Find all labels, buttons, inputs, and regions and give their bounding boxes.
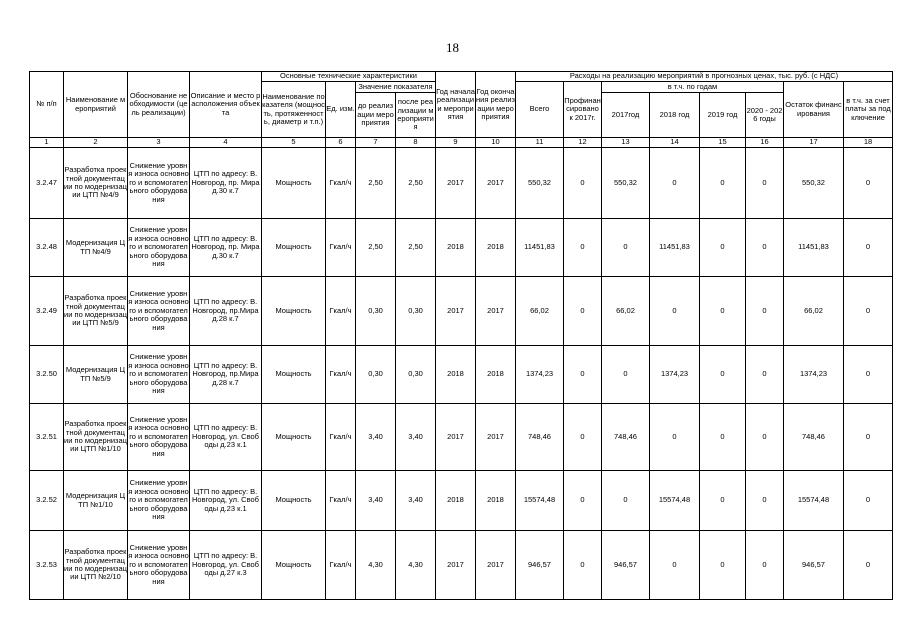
cell-y2020: 0 (746, 346, 784, 404)
investment-table (29, 71, 893, 600)
cell-y2018: 11451,83 (650, 219, 700, 277)
col-number: 14 (650, 138, 700, 148)
cell-before: 3,40 (356, 471, 396, 531)
cell-before: 3,40 (356, 404, 396, 471)
table-row (30, 471, 893, 531)
cell-connect: 0 (844, 277, 893, 346)
cell-end: 2017 (476, 277, 516, 346)
col-number: 15 (700, 138, 746, 148)
cell-y2019: 0 (700, 346, 746, 404)
cell-indicator: Мощность (262, 404, 326, 471)
header-y2018: 2018 год (650, 93, 700, 138)
cell-financed: 0 (564, 404, 602, 471)
header-unit: Ед. изм. (326, 82, 356, 138)
cell-y2019: 0 (700, 471, 746, 531)
cell-location: ЦТП по адресу: В. Новгород, ул. Свободы д.27 к.3 (190, 531, 262, 600)
cell-unit: Гкал/ч (326, 148, 356, 219)
col-number: 4 (190, 138, 262, 148)
col-number: 18 (844, 138, 893, 148)
cell-after: 0,30 (396, 277, 436, 346)
col-number: 8 (396, 138, 436, 148)
table-row (30, 404, 893, 471)
cell-remain: 15574,48 (784, 471, 844, 531)
page-number: 18 (446, 40, 459, 55)
cell-end: 2017 (476, 531, 516, 600)
cell-y2017: 748,46 (602, 404, 650, 471)
cell-start: 2017 (436, 404, 476, 471)
cell-end: 2017 (476, 404, 516, 471)
cell-before: 4,30 (356, 531, 396, 600)
cell-name: Разработка проектной документации по модернизации ЦТП №1/10 (64, 404, 128, 471)
cell-name: Разработка проектной документации по модернизации ЦТП №4/9 (64, 148, 128, 219)
table-row (30, 219, 893, 277)
cell-indicator: Мощность (262, 346, 326, 404)
cell-y2019: 0 (700, 148, 746, 219)
cell-location: ЦТП по адресу: В. Новгород, пр.Мира д.28 к.7 (190, 277, 262, 346)
col-number: 12 (564, 138, 602, 148)
cell-location: ЦТП по адресу: В. Новгород, ул. Свободы д.23 к.1 (190, 471, 262, 531)
cell-num: 3.2.48 (30, 219, 64, 277)
cell-reason: Снижение уровня износа основного и вспомогательного оборудования (128, 346, 190, 404)
cell-end: 2018 (476, 346, 516, 404)
cell-after: 0,30 (396, 346, 436, 404)
cell-unit: Гкал/ч (326, 531, 356, 600)
cell-before: 0,30 (356, 277, 396, 346)
cell-unit: Гкал/ч (326, 404, 356, 471)
col-number: 6 (326, 138, 356, 148)
header-financed: Профинансировано к 2017г. (564, 82, 602, 138)
header-y2019: 2019 год (700, 93, 746, 138)
header-y2020-2026: 2020 - 2026 годы (746, 93, 784, 138)
cell-total: 1374,23 (516, 346, 564, 404)
cell-num: 3.2.49 (30, 277, 64, 346)
cell-financed: 0 (564, 277, 602, 346)
cell-total: 66,02 (516, 277, 564, 346)
header-remain: Остаток финансирования (784, 82, 844, 138)
col-number: 2 (64, 138, 128, 148)
table-row (30, 531, 893, 600)
cell-y2018: 15574,48 (650, 471, 700, 531)
header-num: № п/п (30, 72, 64, 138)
cell-y2017: 66,02 (602, 277, 650, 346)
cell-remain: 1374,23 (784, 346, 844, 404)
cell-remain: 11451,83 (784, 219, 844, 277)
cell-start: 2018 (436, 219, 476, 277)
cell-y2018: 0 (650, 148, 700, 219)
col-number: 16 (746, 138, 784, 148)
cell-start: 2018 (436, 346, 476, 404)
col-number: 17 (784, 138, 844, 148)
header-start-year: Год начала реализации мероприятия (436, 72, 476, 138)
col-number: 3 (128, 138, 190, 148)
cell-y2018: 0 (650, 277, 700, 346)
header-before: до реализации мероприятия (356, 93, 396, 138)
col-number: 13 (602, 138, 650, 148)
cell-y2018: 0 (650, 404, 700, 471)
table-row (30, 277, 893, 346)
cell-num: 3.2.52 (30, 471, 64, 531)
cell-connect: 0 (844, 531, 893, 600)
cell-y2020: 0 (746, 219, 784, 277)
cell-unit: Гкал/ч (326, 219, 356, 277)
cell-financed: 0 (564, 219, 602, 277)
cell-y2020: 0 (746, 404, 784, 471)
cell-remain: 66,02 (784, 277, 844, 346)
cell-y2017: 946,57 (602, 531, 650, 600)
header-name: Наименование мероприятий (64, 72, 128, 138)
cell-y2020: 0 (746, 148, 784, 219)
cell-total: 946,57 (516, 531, 564, 600)
cell-unit: Гкал/ч (326, 471, 356, 531)
cell-indicator: Мощность (262, 219, 326, 277)
col-number: 5 (262, 138, 326, 148)
table-body (30, 148, 893, 600)
cell-after: 2,50 (396, 148, 436, 219)
header-y2017: 2017год (602, 93, 650, 138)
cell-financed: 0 (564, 346, 602, 404)
cell-num: 3.2.53 (30, 531, 64, 600)
header-indicator: Наименование показателя (мощность, протяженность, диаметр и т.п.) (262, 82, 326, 138)
cell-start: 2017 (436, 148, 476, 219)
col-number: 1 (30, 138, 64, 148)
cell-reason: Снижение уровня износа основного и вспомогательного оборудования (128, 148, 190, 219)
cell-connect: 0 (844, 219, 893, 277)
cell-start: 2018 (436, 471, 476, 531)
cell-reason: Снижение уровня износа основного и вспомогательного оборудования (128, 404, 190, 471)
cell-start: 2017 (436, 531, 476, 600)
cell-total: 11451,83 (516, 219, 564, 277)
cell-y2020: 0 (746, 471, 784, 531)
header-end-year: Год окончания реализации мероприятия (476, 72, 516, 138)
header-location: Описание и место расположения объекта (190, 72, 262, 138)
cell-y2018: 0 (650, 531, 700, 600)
cell-end: 2018 (476, 219, 516, 277)
cell-y2020: 0 (746, 277, 784, 346)
header-total: Всего (516, 82, 564, 138)
header-years-group: в т.ч. по годам (602, 82, 784, 93)
table-header (30, 72, 893, 148)
header-tech-group: Основные технические характеристики (262, 72, 436, 82)
col-number: 10 (476, 138, 516, 148)
cell-financed: 0 (564, 531, 602, 600)
header-after: после реализации мероприятия (396, 93, 436, 138)
cell-connect: 0 (844, 471, 893, 531)
cell-location: ЦТП по адресу: В. Новгород, ул. Свободы д.23 к.1 (190, 404, 262, 471)
cell-reason: Снижение уровня износа основного и вспомогательного оборудования (128, 471, 190, 531)
cell-before: 0,30 (356, 346, 396, 404)
cell-num: 3.2.51 (30, 404, 64, 471)
cell-name: Разработка проектной документации по модернизации ЦТП №2/10 (64, 531, 128, 600)
cell-name: Модернизация ЦТП №4/9 (64, 219, 128, 277)
cell-reason: Снижение уровня износа основного и вспомогательного оборудования (128, 277, 190, 346)
cell-end: 2017 (476, 148, 516, 219)
cell-connect: 0 (844, 404, 893, 471)
cell-reason: Снижение уровня износа основного и вспомогательного оборудования (128, 531, 190, 600)
cell-total: 550,32 (516, 148, 564, 219)
cell-name: Модернизация ЦТП №1/10 (64, 471, 128, 531)
cell-financed: 0 (564, 471, 602, 531)
table-row (30, 346, 893, 404)
cell-num: 3.2.50 (30, 346, 64, 404)
cell-indicator: Мощность (262, 531, 326, 600)
cell-after: 3,40 (396, 471, 436, 531)
header-cost-group: Расходы на реализацию мероприятий в прогнозных ценах, тыс. руб. (с НДС) (516, 72, 893, 82)
cell-unit: Гкал/ч (326, 277, 356, 346)
table-row (30, 148, 893, 219)
cell-unit: Гкал/ч (326, 346, 356, 404)
cell-end: 2018 (476, 471, 516, 531)
cell-y2019: 0 (700, 404, 746, 471)
header-reason: Обоснование необходимости (цель реализации) (128, 72, 190, 138)
cell-location: ЦТП по адресу: В. Новгород, пр. Мира д.30 к.7 (190, 148, 262, 219)
cell-y2017: 0 (602, 219, 650, 277)
cell-num: 3.2.47 (30, 148, 64, 219)
cell-indicator: Мощность (262, 471, 326, 531)
cell-after: 4,30 (396, 531, 436, 600)
cell-before: 2,50 (356, 219, 396, 277)
cell-remain: 946,57 (784, 531, 844, 600)
cell-y2019: 0 (700, 219, 746, 277)
column-number-row (30, 138, 893, 148)
cell-indicator: Мощность (262, 148, 326, 219)
header-connect: в т.ч. за счет платы за подключение (844, 82, 893, 138)
cell-y2020: 0 (746, 531, 784, 600)
cell-location: ЦТП по адресу: В. Новгород, пр.Мира д.28 к.7 (190, 346, 262, 404)
cell-remain: 550,32 (784, 148, 844, 219)
cell-y2018: 1374,23 (650, 346, 700, 404)
cell-connect: 0 (844, 346, 893, 404)
cell-location: ЦТП по адресу: В. Новгород, пр. Мира д.30 к.7 (190, 219, 262, 277)
col-number: 11 (516, 138, 564, 148)
header-value-group: Значение показателя (356, 82, 436, 93)
cell-indicator: Мощность (262, 277, 326, 346)
cell-remain: 748,46 (784, 404, 844, 471)
cell-y2017: 550,32 (602, 148, 650, 219)
cell-total: 15574,48 (516, 471, 564, 531)
cell-after: 2,50 (396, 219, 436, 277)
cell-reason: Снижение уровня износа основного и вспомогательного оборудования (128, 219, 190, 277)
cell-y2017: 0 (602, 471, 650, 531)
cell-start: 2017 (436, 277, 476, 346)
cell-connect: 0 (844, 148, 893, 219)
cell-name: Разработка проектной документации по модернизации ЦТП №5/9 (64, 277, 128, 346)
cell-financed: 0 (564, 148, 602, 219)
cell-total: 748,46 (516, 404, 564, 471)
cell-y2019: 0 (700, 277, 746, 346)
cell-name: Модернизация ЦТП №5/9 (64, 346, 128, 404)
cell-before: 2,50 (356, 148, 396, 219)
cell-y2017: 0 (602, 346, 650, 404)
cell-after: 3,40 (396, 404, 436, 471)
cell-y2019: 0 (700, 531, 746, 600)
col-number: 7 (356, 138, 396, 148)
col-number: 9 (436, 138, 476, 148)
